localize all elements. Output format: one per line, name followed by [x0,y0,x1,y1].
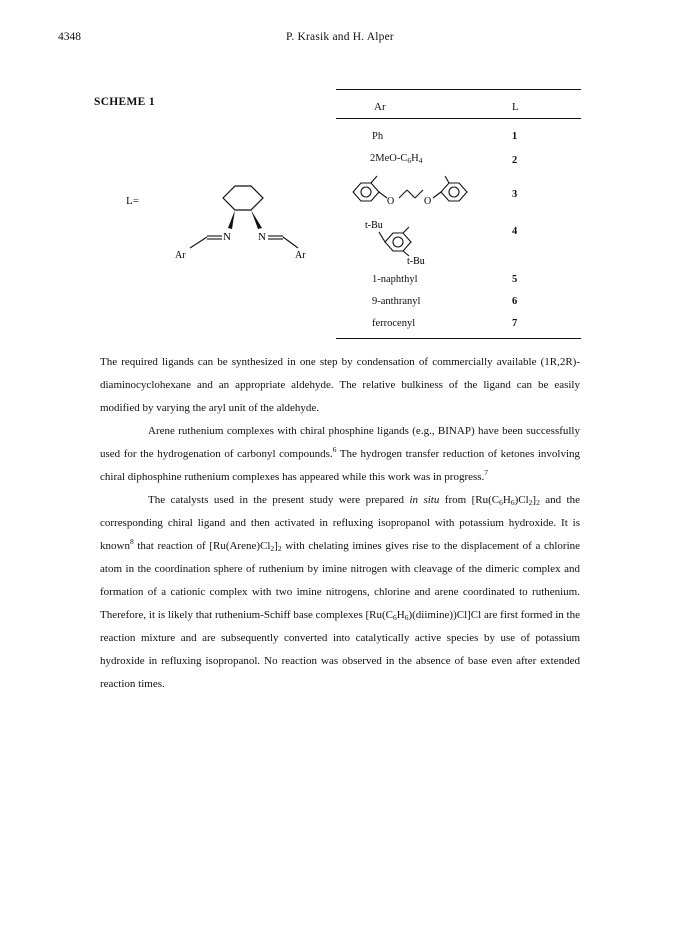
svg-text:O: O [387,196,395,207]
paragraph-catalyst-preparation: The catalysts used in the present study were prepared in situ from $[Ru(C_6H_6)Cl_2]_2$ and the corresponding chiral ligand and then activated in refluxing isopropanol with potassium hydroxide. It is known$^8$ that reaction of $[Ru(Arene)Cl_2]_2$ with chelating imines gives rise to the displacement of a chlorine atom in the coordination sphere of ruthenium by imine nitrogen with cleavage of the dimeric complex and formation of a cationic complex with two imine nitrogens, chlorine and arene coordinated to ruthenium. Therefore, it is likely that ruthenium-Schiff base complexes $[Ru(C_6H_6)(diimine))Cl]Cl$ are first formed in the reaction mixture and are subsequently converted into catalytically active species by use of potassium hydroxide in refluxing isopropanol. No reaction was observed in the absence of base even after extended reaction times. [100,494,581,690]
ligand-prefix: L= [126,195,139,207]
nitrogen-left-label: N [223,231,231,243]
ligand-number-7: 7 [512,318,518,329]
di-tert-butyl-aryl-structure [365,218,445,268]
column-header-l: L [512,101,519,113]
ligand-number-3: 3 [512,189,518,200]
ligand-number-5: 5 [512,274,518,285]
aryl-right-label: Ar [295,250,306,261]
column-header-ar: Ar [374,101,386,113]
aryl-phenyl: Ph [372,131,384,142]
aryl-ferrocenyl: ferrocenyl [372,318,416,329]
wedge-bond-right [251,210,262,229]
bis-aryl-ether-structure [345,170,485,216]
aryl-anthranyl: 9-anthranyl [372,296,421,307]
paragraph-arene-complexes: Arene ruthenium complexes with chiral phosphine ligands (e.g., BINAP) have been successfully used for the hydrogenation of carbonyl compounds.$^6$ The hydrogen transfer reduction of ketones involving chiral diphosphine ruthenium complexes has appeared while this work was in progress.$^7$ [100,425,581,483]
body-text [100,351,580,696]
cyclohexane-ring [223,186,263,210]
ligand-number-4: 4 [512,226,518,237]
table-top-rule [336,89,581,90]
wedge-bond-left [228,210,235,229]
ligand-number-2: 2 [512,155,518,166]
running-title: P. Krasik and H. Alper [286,31,394,43]
table-header-rule [336,118,581,119]
aryl-naphthyl: 1-naphthyl [372,274,418,285]
table-bottom-rule [336,338,581,339]
scheme-label: SCHEME 1 [94,96,155,108]
ligand-number-6: 6 [512,296,518,307]
aryl-left-label: Ar [175,250,186,261]
svg-text:t-Bu: t-Bu [365,220,383,231]
svg-text:t-Bu: t-Bu [407,256,425,267]
imine-arms [190,236,298,248]
page-number: 4348 [58,31,81,43]
nitrogen-right-label: N [258,231,266,243]
paragraph-ligand-synthesis: The required ligands can be synthesized in one step by condensation of commercially available (1R,2R)-diaminocyclohexane and an appropriate aldehyde. The relative bulkiness of the ligand can be easily modified by varying the aryl unit of the aldehyde. [100,356,580,414]
svg-text:O: O [424,196,432,207]
aryl-methoxyphenyl: $2MeO-C_6H_4$ [370,153,423,165]
ligand-number-1: 1 [512,131,518,142]
ligand-structure-diagram [165,176,330,276]
